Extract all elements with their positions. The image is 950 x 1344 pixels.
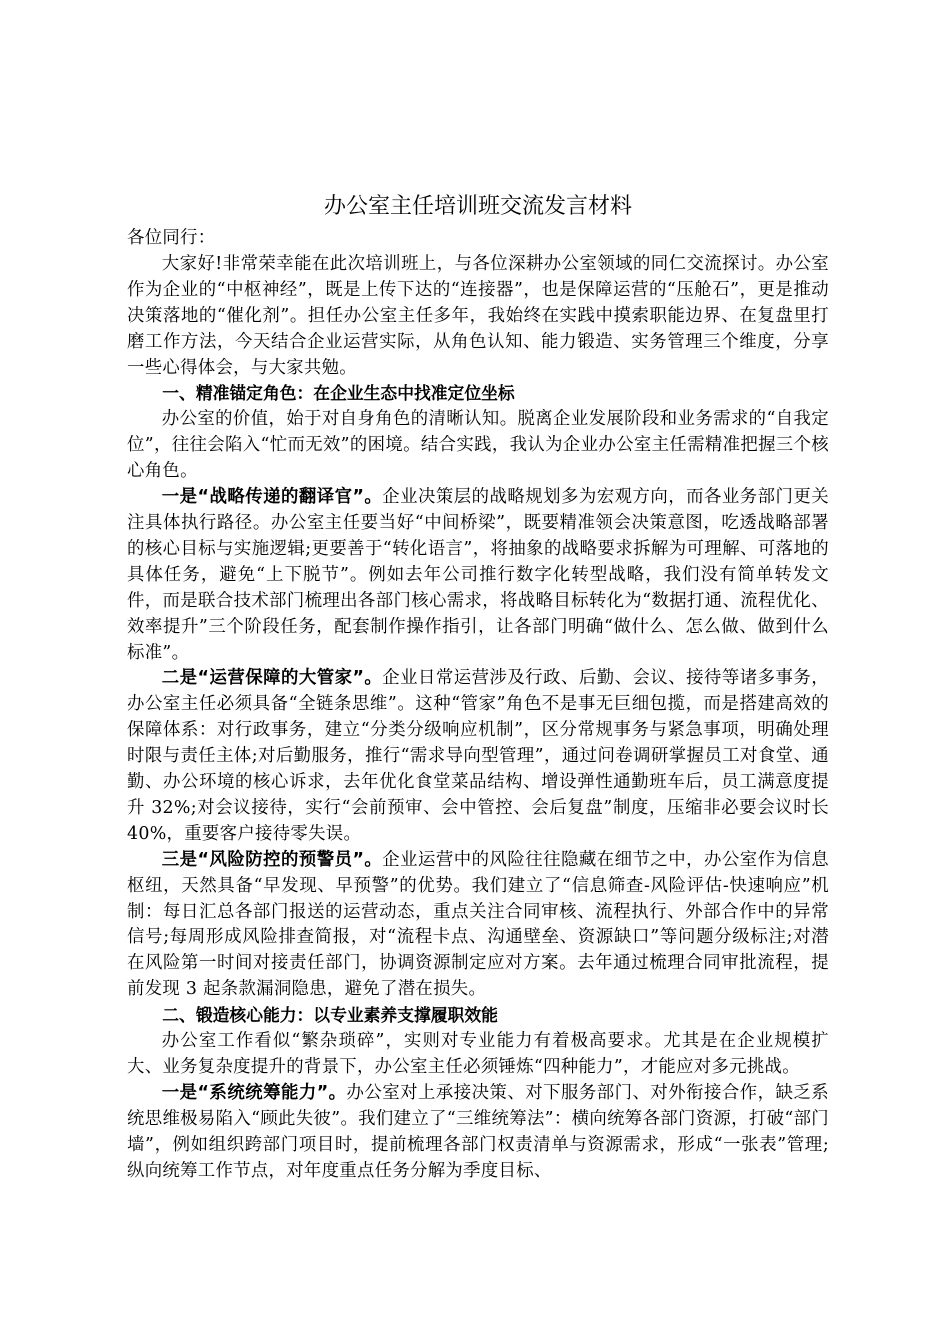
point-paragraph — [127, 666, 829, 847]
section-heading: 二、锻造核心能力：以专业素养支撑履职效能 — [162, 1005, 498, 1026]
document-page — [127, 192, 829, 1185]
point-lead: 二是“运营保障的大管家”。 — [161, 668, 383, 689]
intro-paragraph: 大家好!非常荣幸能在此次培训班上，与各位深耕办公室领域的同仁交流探讨。办公室作为企业的“中枢神经”，既是上传下达的“连接器”，也是保障运营的“压舱石”，更是推动决策落地的“催化剂”。担任办公室主任多年，我始终在实践中摸索职能边界、在复盘里打磨工作方法，今天结合企业运营实际，从角色认知、能力锻造、实务管理三个维度，分享一些心得体会，与大家共勉。 — [127, 253, 829, 378]
point-paragraph — [127, 485, 829, 666]
point-lead: 三是“风险防控的预警员”。 — [161, 849, 383, 870]
point-body: 企业运营中的风险往往隐藏在细节之中，办公室作为信息枢纽，天然具备“早发现、早预警”的优势。我们建立了“信息筛查-风险评估-快速响应”机制：每日汇总各部门报送的运营动态，重点关注合同审核、流程执行、外部合作中的异常信号;每周形成风险排查简报，对“流程卡点、沟通壁垒、资源缺口”等问题分级标注;对潜在风险第一时间对接责任部门，协调资源制定应对方案。去年通过梳理合同审批流程，提前发现 3 起条款漏洞隐患，避免了潜在损失。 — [127, 849, 829, 1000]
section-intro: 办公室工作看似“繁杂琐碎”，实则对专业能力有着极高要求。尤其是在企业规模扩大、业务复杂度提升的背景下，办公室主任必须锤炼“四种能力”，才能应对多元挑战。 — [127, 1031, 829, 1077]
point-body: 企业日常运营涉及行政、后勤、会议、接待等诸多事务，办公室主任必须具备“全链条思维”。这种“管家”角色不是事无巨细包揽，而是搭建高效的保障体系：对行政事务，建立“分类分级响应机制”，区分常规事务与紧急事项，明确处理时限与责任主体;对后勤服务，推行“需求导向型管理”，通过问卷调研掌握员工对食堂、通勤、办公环境的核心诉求，去年优化食堂菜品结构、增设弹性通勤班车后，员工满意度提升 32%;对会议接待，实行“会前预审、会中管控、会后复盘”制度，压缩非必要会议时长 40%，重要客户接待零失误。 — [127, 668, 829, 844]
point-lead: 一是“战略传递的翻译官”。 — [161, 487, 383, 508]
section-heading: 一、精准锚定角色：在企业生态中找准定位坐标 — [162, 383, 515, 404]
salutation: 各位同行： — [127, 228, 216, 248]
point-paragraph — [127, 1081, 829, 1185]
point-lead: 一是“系统统筹能力”。 — [161, 1082, 347, 1103]
point-body: 办公室对上承接决策、对下服务部门、对外衔接合作，缺乏系统思维极易陷入“顾此失彼”。我们建立了“三维统筹法”：横向统筹各部门资源，打破“部门墙”，例如组织跨部门项目时，提前梳理各部门权责清单与资源需求，形成“一张表”管理;纵向统筹工作节点，对年度重点任务分解为季度目标、 — [127, 1082, 829, 1181]
section-intro: 办公室的价值，始于对自身角色的清晰认知。脱离企业发展阶段和业务需求的“自我定位”，往往会陷入“忙而无效”的困境。结合实践，我认为企业办公室主任需精准把握三个核心角色。 — [127, 409, 829, 482]
point-body: 企业决策层的战略规划多为宏观方向，而各业务部门更关注具体执行路径。办公室主任要当好“中间桥梁”，既要精准领会决策意图，吃透战略部署的核心目标与实施逻辑;更要善于“转化语言”，将抽象的战略要求拆解为可理解、可落地的具体任务，避免“上下脱节”。例如去年公司推行数字化转型战略，我们没有简单转发文件，而是联合技术部门梳理出各部门核心需求，将战略目标转化为“数据打通、流程优化、效率提升”三个阶段任务，配套制作操作指引，让各部门明确“做什么、怎么做、做到什么标准”。 — [127, 487, 829, 663]
document-title: 办公室主任培训班交流发言材料 — [323, 194, 632, 219]
point-paragraph — [127, 848, 829, 1003]
